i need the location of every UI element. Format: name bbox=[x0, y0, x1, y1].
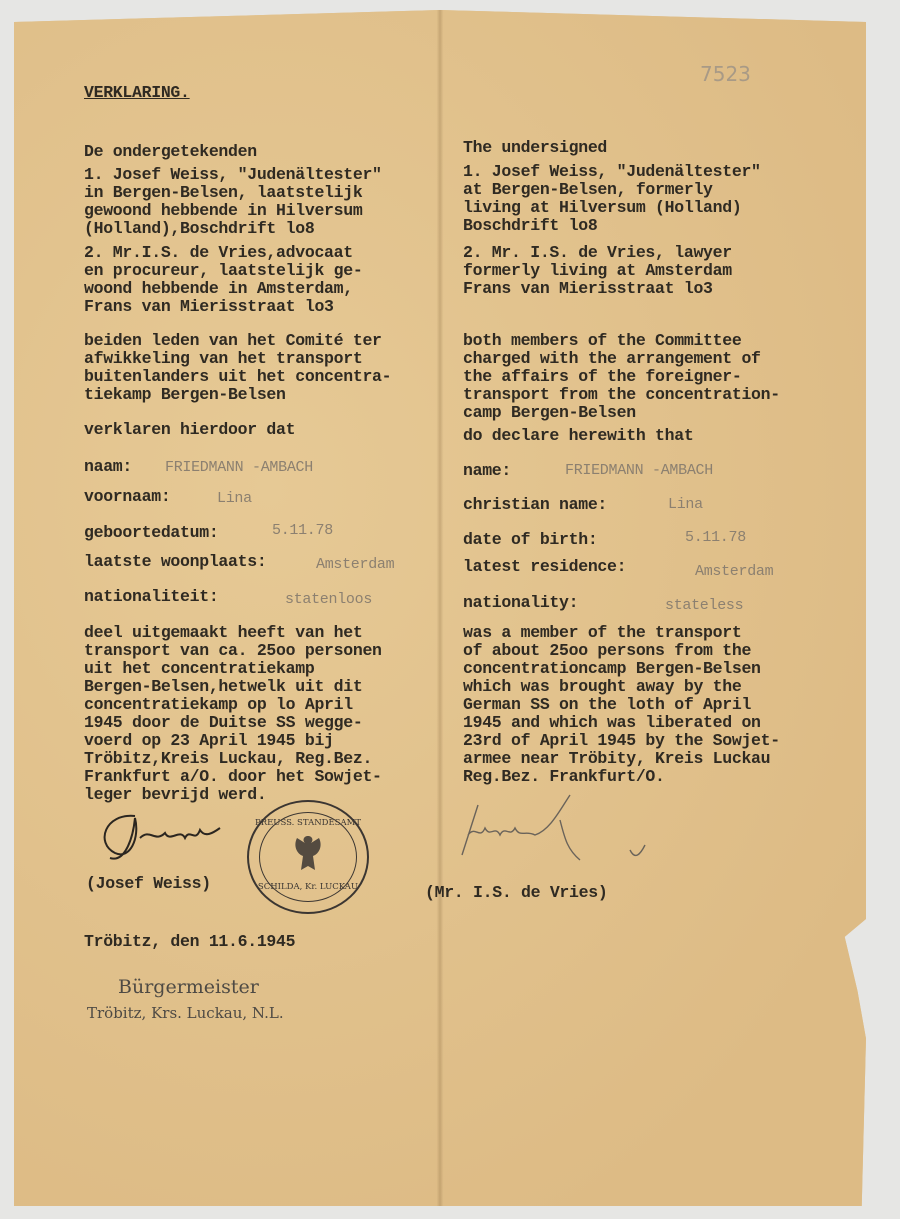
right-committee: both members of the Committee charged with the arrangement of the affairs of the foreigner- transport from the concentration- camp Bergen-Belsen bbox=[463, 331, 780, 422]
right-value-residence: Amsterdam bbox=[695, 563, 774, 580]
right-intro: The undersigned bbox=[463, 138, 608, 157]
right-label-residence: latest residence: bbox=[463, 557, 627, 576]
left-body: deel uitgemaakt heeft van het transport van ca. 25oo personen uit het concentratiekamp Bergen-Belsen,hetwelk uit dit concentratiekamp op lo April 1945 door de Duitse SS wegge- voerd op 23 April 1945 bij Tröbitz,Kreis Luckau, Reg.Bez. Frankfurt a/O. door het Sowjet- leger bevrijd werd. bbox=[84, 623, 382, 804]
left-label-birthdate: geboortedatum: bbox=[84, 523, 219, 542]
left-value-name: FRIEDMANN -AMBACH bbox=[165, 459, 313, 476]
right-value-firstname: Lina bbox=[668, 496, 703, 513]
left-value-residence: Amsterdam bbox=[316, 556, 395, 573]
eagle-icon bbox=[289, 832, 327, 876]
right-label-name: name: bbox=[463, 461, 512, 480]
mayor-stamp-place: Tröbitz, Krs. Luckau, N.L. bbox=[87, 1004, 284, 1022]
seal-bottom-text: SCHILDA, Kr. LUCKAU bbox=[257, 882, 359, 892]
left-intro: De ondergetekenden bbox=[84, 142, 257, 161]
left-signatory-2: 2. Mr.I.S. de Vries,advocaat en procureur, laatstelijk ge- woond hebbende in Amsterdam, Frans van Mierisstraat lo3 bbox=[84, 243, 363, 316]
official-seal bbox=[247, 800, 369, 914]
left-label-name: naam: bbox=[84, 457, 133, 476]
right-declare: do declare herewith that bbox=[463, 426, 694, 445]
right-signer-name: (Mr. I.S. de Vries) bbox=[425, 883, 608, 902]
left-label-nationality: nationaliteit: bbox=[84, 587, 219, 606]
seal-top-text: PREUSS. STANDESAMT bbox=[254, 818, 362, 828]
left-value-firstname: Lina bbox=[217, 490, 252, 507]
right-body: was a member of the transport of about 25oo persons from the concentrationcamp Bergen-Belsen which was brought away by the German SS on the loth of April 1945 and which was liberated on 23rd of April 1945 by the Sowjet- armee near Tröbity, Kreis Luckau Reg.Bez. Frankfurt/O. bbox=[463, 623, 780, 786]
signature-josef-weiss bbox=[95, 808, 235, 868]
archive-number: 7523 bbox=[700, 62, 751, 86]
left-value-nationality: statenloos bbox=[285, 591, 373, 608]
right-label-birthdate: date of birth: bbox=[463, 530, 598, 549]
right-value-nationality: stateless bbox=[665, 597, 744, 614]
left-declare: verklaren hierdoor dat bbox=[84, 420, 296, 439]
left-signatory-1: 1. Josef Weiss, "Judenältester" in Bergen-Belsen, laatstelijk gewoond hebbende in Hilversum (Holland),Boschdrift lo8 bbox=[84, 165, 382, 238]
left-committee: beiden leden van het Comité ter afwikkeling van het transport buitenlanders uit het concentra- tiekamp Bergen-Belsen bbox=[84, 331, 392, 404]
document-title: VERKLARING. bbox=[84, 83, 190, 102]
right-label-nationality: nationality: bbox=[463, 593, 579, 612]
left-value-birthdate: 5.11.78 bbox=[272, 522, 333, 539]
mayor-stamp-title: Bürgermeister bbox=[118, 976, 259, 998]
place-date: Tröbitz, den 11.6.1945 bbox=[84, 932, 296, 951]
right-value-name: FRIEDMANN -AMBACH bbox=[565, 462, 713, 479]
right-signatory-1: 1. Josef Weiss, "Judenältester" at Bergen-Belsen, formerly living at Hilversum (Holland) Boschdrift lo8 bbox=[463, 162, 761, 235]
left-label-firstname: voornaam: bbox=[84, 487, 171, 506]
right-signatory-2: 2. Mr. I.S. de Vries, lawyer formerly living at Amsterdam Frans van Mierisstraat lo3 bbox=[463, 243, 732, 298]
left-signer-name: (Josef Weiss) bbox=[86, 874, 211, 893]
right-value-birthdate: 5.11.78 bbox=[685, 529, 746, 546]
signature-de-vries bbox=[450, 780, 690, 880]
left-label-residence: laatste woonplaats: bbox=[84, 552, 267, 571]
right-label-firstname: christian name: bbox=[463, 495, 608, 514]
